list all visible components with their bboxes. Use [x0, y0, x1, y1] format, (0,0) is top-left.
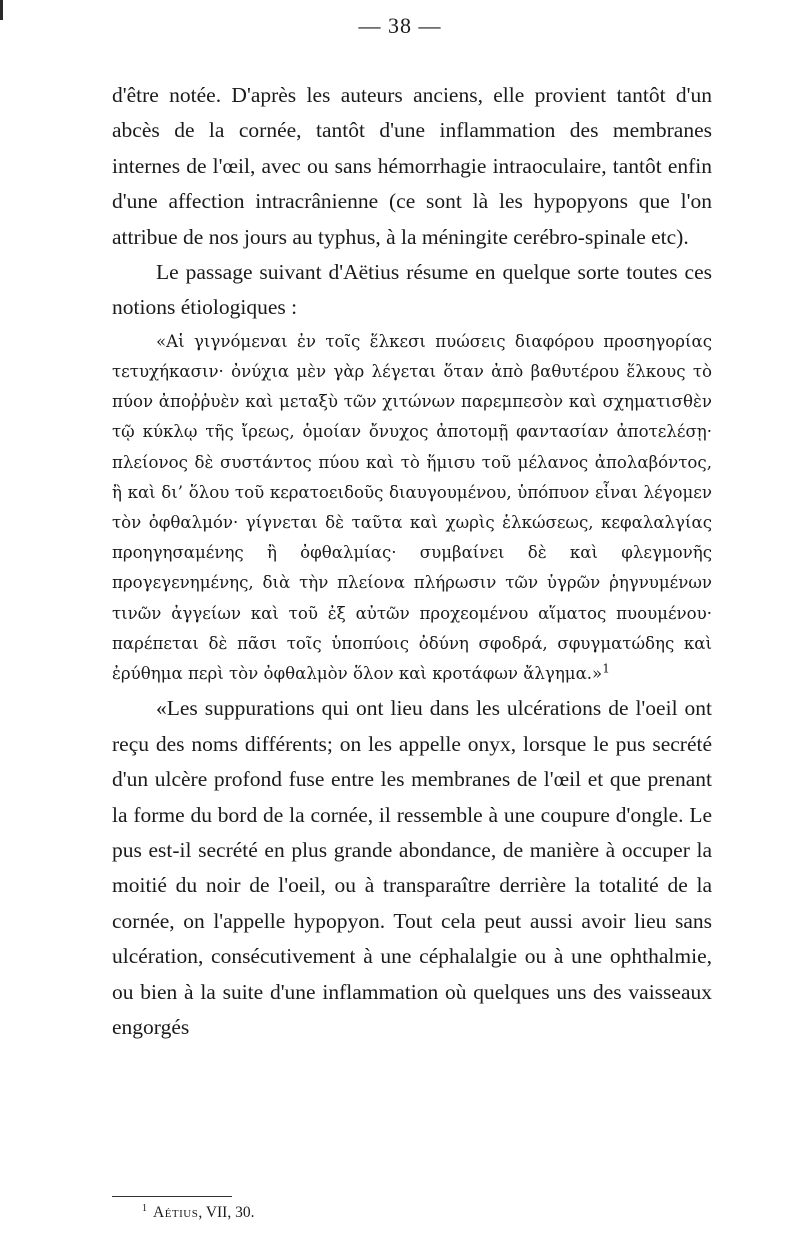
- greek-quotation: [112, 327, 712, 689]
- footnote-divider: [112, 1196, 232, 1197]
- footnote-marker: 1: [142, 1203, 147, 1214]
- footnote-author: Aétius: [153, 1204, 199, 1222]
- intro-paragraph: d'être notée. D'après les auteurs anciens, elle provient tantôt d'un abcès de la cornée, tantôt d'une inflammation des membranes internes de l'œil, avec ou sans hémorrhagie intraoculaire, tantôt enfin d'une affection intracrânienne (ce sont là les hypopyons que l'on attribue de nos jours au typhus, à la méningite cerébro-spinale etc).: [112, 83, 712, 249]
- french-translation: «Les suppurations qui ont lieu dans les ulcérations de l'oeil ont reçu des noms différents; on les appelle onyx, lorsque le pus secrété d'un ulcère profond fuse entre les membranes de l'œil et que prenant la forme du bord de la cornée, il ressemble à une coupure d'ongle. Le pus est-il secrété en plus grande abondance, de manière à occuper la moitié du noir de l'oeil, ou à transparaître derrière la totalité de la cornée, on l'appelle hypopyon. Tout cela peut aussi avoir lieu sans ulcération, consécutivement à une céphalalgie ou à une ophthalmie, ou bien à la suite d'une inflammation où quelques uns des vaisseaux engorgés: [112, 696, 712, 1039]
- passage-intro-paragraph: Le passage suivant d'Aëtius résume en quelque sorte toutes ces notions étiologiques :: [112, 260, 712, 320]
- page-number: — 38 —: [358, 13, 442, 38]
- footnote-ref: , VII, 30.: [198, 1204, 255, 1222]
- greek-quotation-text: «Αἱ γιγνόμεναι ἐν τοῖς ἕλκεσι πυώσεις διαφόρου προσηγορίας τετυχήκασιν· ὀνύχια μὲν γὰρ λέγεται ὅταν ἀπὸ βαθυτέρου ἕλκους τὸ πύον ἀποῤῥυὲν καὶ μεταξὺ τῶν χιτώνων παρεμπεσὸν καὶ σχηματισθὲν τῷ κύκλῳ τῆς ἴρεως, ὁμοίαν ὄνυχος ἀποτομῇ φαντασίαν ἀποτελέσῃ· πλείονος δὲ συστάντος πύου καὶ τὸ ἥμισυ τοῦ μέλανος ἀπολαβόντος, ἢ καὶ δι’ ὅλου τοῦ κερατοειδοῦς διαυγουμένου, ὑπόπυον εἶναι λέγομεν τὸν ὀφθαλμόν· γίγνεται δὲ ταῦτα καὶ χωρὶς ἑλκώσεως, κεφαλαλγίας προηγησαμένης ἢ ὀφθαλμίας· συμβαίνει δὲ καὶ φλεγμονῆς προγεγενημένης, διὰ τὴν πλείονα πλήρωσιν τῶν ὑγρῶν ῥηγνυμένων τινῶν ἀγγείων καὶ τοῦ ἐξ αὐτῶν προχεομένου αἵματος πυουμένου· παρέπεται δὲ πᾶσι τοῖς ὑποπύοις ὀδύνη σφοδρά, σφυγματώδης καὶ ἐρύθημα περὶ τὸν ὀφθαλμὸν ὅλον καὶ κροτάφων ἄλγημα.»: [112, 331, 712, 684]
- footnote: [142, 1203, 254, 1222]
- footnote-reference: 1: [602, 661, 610, 676]
- main-text: [112, 78, 712, 1045]
